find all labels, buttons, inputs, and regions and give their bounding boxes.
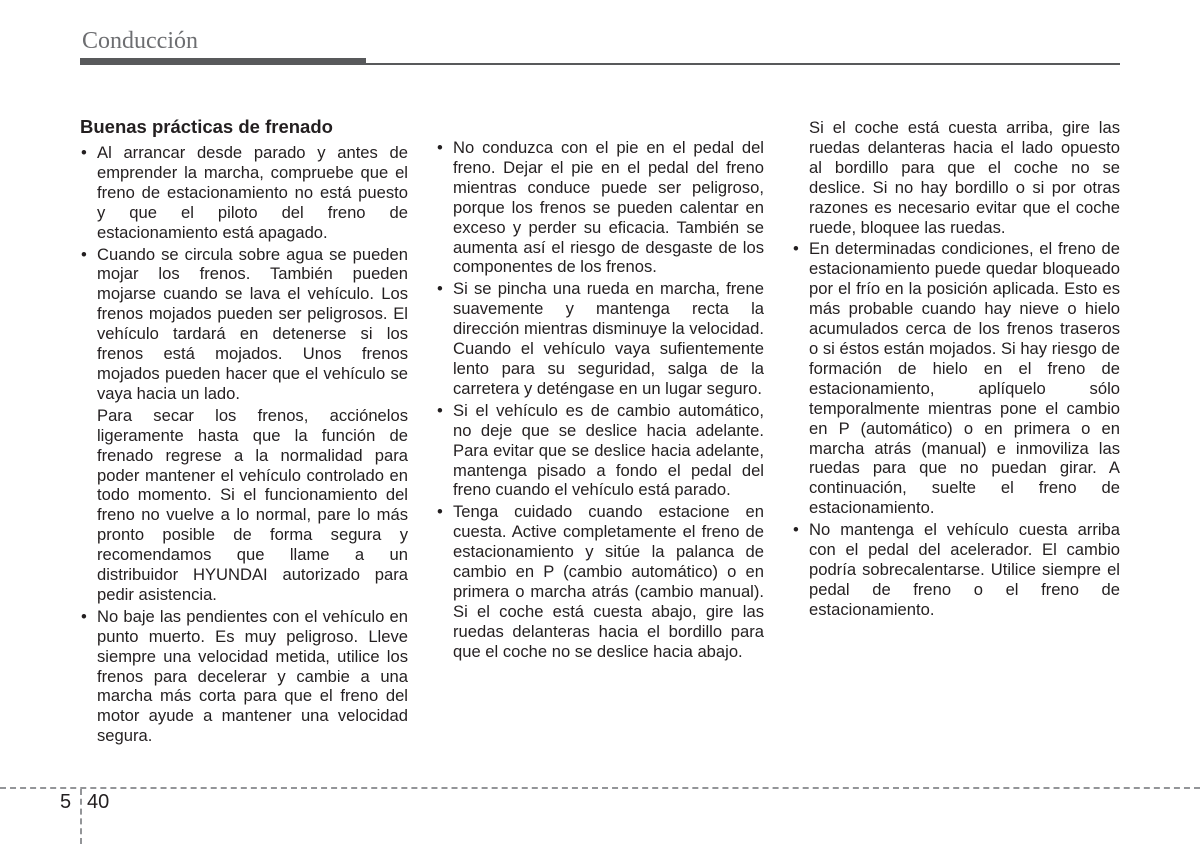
bullet-icon: •	[793, 520, 799, 540]
column-2	[436, 138, 764, 664]
section-title: Buenas prácticas de frenado	[80, 116, 333, 137]
paragraph-continuation: Si el coche está cuesta arriba, gire las ruedas delanteras hacia el lado opuesto al bordillo para que el coche no se deslice. Si no hay bordillo o si por otras razones es necesario evitar que el coche ruede, bloquee las ruedas.	[809, 118, 1120, 237]
bullet-list	[792, 239, 1120, 619]
list-item: • Al arrancar desde parado y antes de emprender la marcha, compruebe que el freno de estacionamiento no está puesto y que el piloto del freno de estacionamiento está apagado.	[81, 143, 408, 242]
column-1	[80, 116, 408, 748]
bullet-icon: •	[81, 606, 87, 626]
header-rule-thick	[80, 58, 366, 65]
bullet-icon: •	[437, 138, 443, 157]
list-item: • Tenga cuidado cuando estacione en cuesta. Active completamente el freno de estacionamiento y sitúe la palanca de cambio en P (cambio automático) o en primera o marcha atrás (cambio manual). Si el coche está cuesta abajo, gire las ruedas delanteras hacia el bordillo para que el coche no se deslice hacia abajo.	[437, 502, 764, 661]
bullet-icon: •	[437, 502, 443, 522]
bullet-list	[436, 138, 764, 662]
bullet-icon: •	[81, 244, 87, 264]
paragraph-continuation: Para secar los frenos, acciónelos ligeramente hasta que la función de frenado regrese a la normalidad para poder mantener el vehículo controlado en todo momento. Si el funcionamiento del freno no vuelve a lo normal, pare lo más pronto posible de forma segura y recomendamos que llame a un distribuidor HYUNDAI autorizado para pedir asistencia.	[97, 405, 408, 604]
bullet-list	[80, 143, 408, 404]
bullet-icon: •	[437, 279, 443, 299]
page-number: 40	[87, 791, 110, 813]
bullet-icon: •	[81, 143, 87, 162]
list-item: • No mantenga el vehículo cuesta arriba con el pedal del acelerador. El cambio podría sobrecalentarse. Utilice siempre el pedal de freno o el freno de estacionamiento.	[793, 520, 1120, 619]
list-item: • Cuando se circula sobre agua se pueden mojar los frenos. También pueden mojarse cuando se lava el vehículo. Los frenos mojados pueden ser peligrosos. El vehículo tardará en detenerse si los frenos está mojados. Unos frenos mojados pueden hacer que el vehículo se vaya hacia un lado.	[81, 244, 408, 403]
page-header-title: Conducción	[82, 28, 198, 54]
list-item: • No conduzca con el pie en el pedal del freno. Dejar el pie en el pedal del freno mientras conduce puede ser peligroso, porque los frenos se pueden calentar en exceso y perder su eficacia. También se aumenta así el riesgo de desgaste de los componentes de los frenos.	[437, 138, 764, 277]
chapter-number: 5	[60, 791, 72, 813]
column-3	[792, 118, 1120, 622]
footer-divider	[0, 787, 1200, 789]
bullet-icon: •	[437, 400, 443, 420]
bullet-icon: •	[793, 239, 799, 259]
footer-vertical-divider	[80, 789, 82, 844]
list-item: • En determinadas condiciones, el freno de estacionamiento puede quedar bloqueado por el frío en la posición aplicada. Esto es más probable cuando hay nieve o hielo acumulados cerca de los frenos traseros o si éstos están mojados. Si hay riesgo de formación de hielo en el freno de estacionamiento, aplíquelo sólo temporalmente mientras pone el cambio en P (automático) o en primera o en marcha atrás (manual) e inmoviliza las ruedas para que no puedan girar. A continuación, suelte el freno de estacionamiento.	[793, 239, 1120, 518]
list-item: • No baje las pendientes con el vehículo en punto muerto. Es muy peligroso. Lleve siempre una velocidad metida, utilice los frenos para decelerar y cambie a una marcha más corta para que el freno del motor ayude a mantener una velocidad segura.	[81, 606, 408, 746]
list-item: • Si el vehículo es de cambio automático, no deje que se deslice hacia adelante. Para evitar que se deslice hacia adelante, mantenga pisado a fondo el pedal del freno cuando el vehículo está parado.	[437, 400, 764, 500]
bullet-list	[80, 607, 408, 746]
header-rule-thin	[366, 63, 1120, 65]
list-item: • Si se pincha una rueda en marcha, frene suavemente y mantenga recta la dirección mientras disminuye la velocidad. Cuando el vehículo vaya sufientemente lento para su seguridad, salga de la carretera y deténgase en un lugar seguro.	[437, 279, 764, 398]
